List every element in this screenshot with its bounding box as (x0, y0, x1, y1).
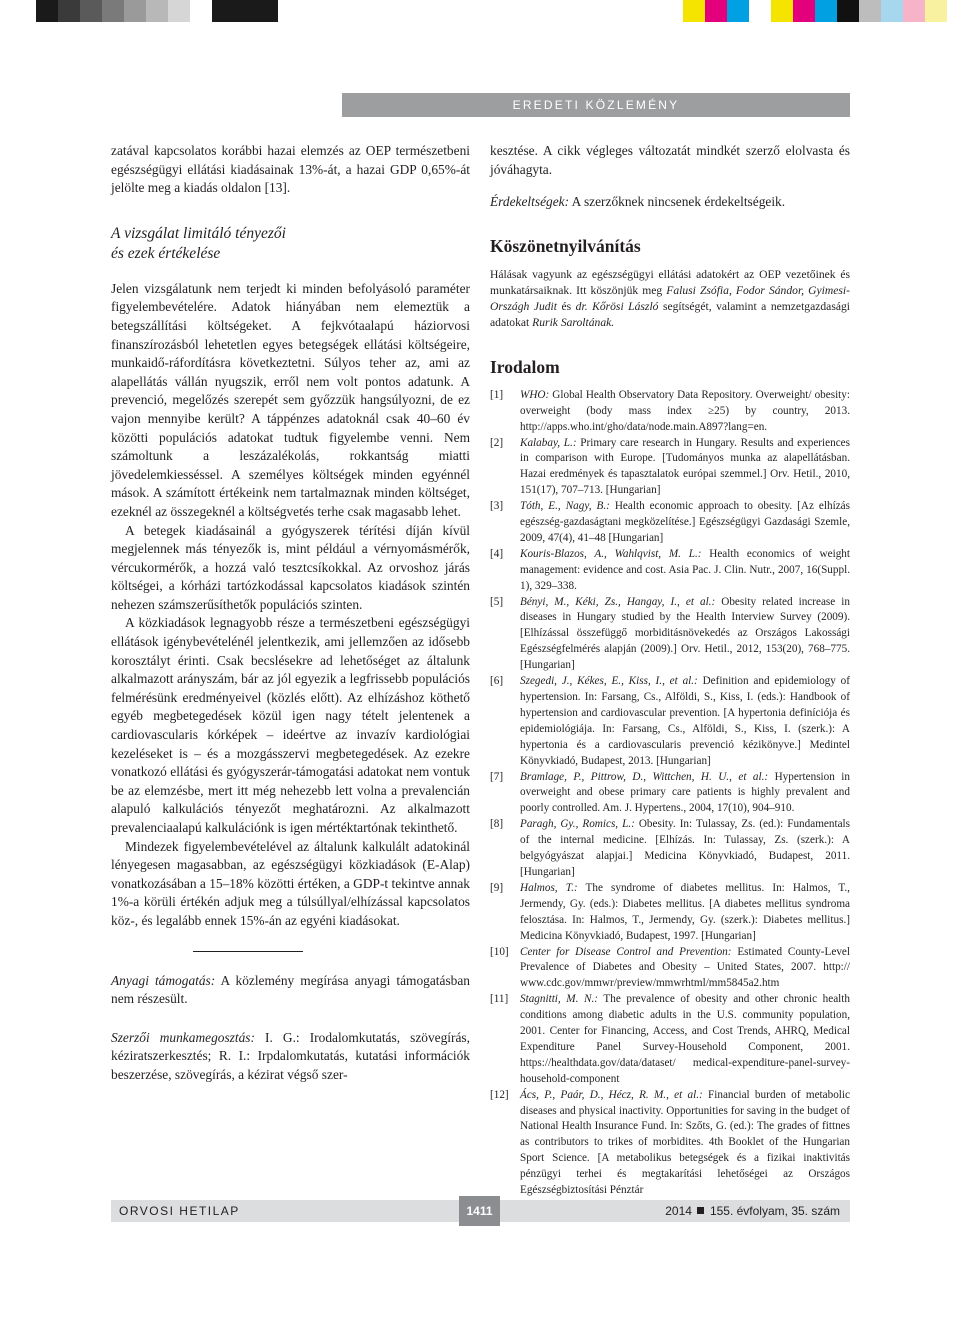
registration-swatch (837, 0, 859, 22)
registration-swatch (925, 0, 947, 22)
registration-swatch (124, 0, 146, 22)
reference-number: [11] (490, 993, 509, 1006)
reference-authors: WHO: (520, 388, 550, 401)
funding-text: A közlemény megírása anyagi támogatásban nem részesült. (111, 972, 470, 1007)
reference-list (490, 388, 850, 1199)
left-column (111, 142, 470, 1085)
paragraph-limitations: Jelen vizsgálatunk nem terjedt ki minden befolyásoló paraméter figyelembevételére. Adatok hiányában nem elemeztük a betegszállítási költségeket. A fejkvótaalapú háziorvosi finanszírozásból lehetetlen egyes betegségek ellátási költségeire, munkaidő-ráfordításra következtetni. Súlyos teher az, ami az alapellátás vállán nyugszik, erről nem volt pontos adatunk. A prevenció, megelőzés szerepét sem győzzük hangsúlyozni, de ez vajon mennyibe került? A táppénzes adatoknál csak 40–60 év közötti populációs adatokat tudtuk figyelembe venni. Nem számoltunk a leszázalékolás, rokkantság miatti jövedelemkiesséssel. A személyes költségek minden egyénnél mások. A számított értékeink nem tartalmaznak minden költséget, ezeknél az összegeknél a költségvetés terhe csak magasabb lehet. (111, 280, 470, 519)
reference-citation: The prevalence of obesity and other chronic health conditions among diabetic adults in the U.S. community population, 2001. Center for Financing, Access, and Cost Trends, AHRQ, Medical Expenditure Panel Survey-Household Component, 2001. https://healthdata.gov/data/dataset/ medical-expenditure-panel-survey-household-component (520, 993, 850, 1085)
reference-citation: Definition and epidemiology of hypertension. In: Farsang, Cs., Alföldi, S., Kiss, I. (eds.): Handbook of hypertension and cardiovascular prevention. [A hypertonia definíciója és epidemiológiája. In: Farsang, Cs., Alföldi, S., Kiss, I. (szerk.): A hypertonia és a cardiovascularis prevenció kézikönyve.] Medintel Könyvkiadó, Budapest, 2013. [Hungarian] (520, 675, 850, 767)
reference-authors: Bényi, M., Kéki, Zs., Hangay, I., et al.: (520, 595, 716, 608)
reference-text (520, 595, 850, 675)
interest-label: Érdekeltségek: (490, 194, 570, 210)
reference-item (490, 499, 850, 547)
registration-swatch (683, 0, 705, 22)
reference-authors: Stagnitti, M. N.: (520, 993, 598, 1006)
paragraph-public-spending: A közkiadások legnagyobb része a természetbeni egészségügyi ellátások igénybevételénél jelentkezik, ami jellemzően az idősebb korosztályt érinti. Csak becslésekre ad lehetőséget az általunk alkalmazott arányszám, bár az jól egyezik a legfrissebb populációs felmérésünk eredményeivel (közlés előtt). Az elhízáshoz köthető egyéb megbetegedések közül igen nagy tételt jelentenek a cardiovascularis kórképek – ideértve az invazív kardiológiai kezeléseket is – és a mozgásszervi megbetegedések. Az ezekre vonatkozó ellátási és gyógyszerár-támogatási adatokat nem vontuk be az elemzésbe, mert itt még nehezebb lett volna a prevalencián alapuló kalkulációs tényezőt meghatározni. Az alkalmazott prevalenciaalapú kalkulációnk is igen mértéktartónak tekinthető. (111, 615, 470, 835)
reference-citation: Estimated County-Level Prevalence of Diabetes and Obesity – United States, 2007. http:// www.cdc.gov/mmwr/preview/mmwrhtml/mm5845a2.htm (520, 945, 850, 990)
reference-authors: Halmos, T.: (520, 881, 578, 894)
reference-item (490, 881, 850, 945)
registration-swatch (234, 0, 256, 22)
interest-text: A szerzőknek nincsenek érdekeltségeik. (569, 194, 786, 210)
reference-text (520, 770, 850, 818)
reference-number: [3] (490, 500, 504, 513)
registration-swatch (749, 0, 771, 22)
reference-text (520, 1088, 850, 1199)
reference-text (520, 436, 850, 500)
reference-item (490, 674, 850, 769)
section-title-line-1: A vizsgálat limitáló tényezői (111, 224, 286, 242)
reference-authors: Paragh, Gy., Romics, L.: (520, 818, 635, 831)
contribution-text: I. G.: Irodalomkutatás, szövegírás, kéziratszerkesztés; R. I.: Irpdalomkutatás, kutatási információk beszerzése, szövegírás, a kézirat végső szer- (111, 1029, 470, 1082)
ack-text-1: Hálásak vagyunk az egészségügyi ellátási adatokért az OEP vezetőinek és munkatársaiknak. Itt köszönjük meg (490, 267, 850, 297)
ack-names-2: dr. Kőrösi László (575, 299, 659, 313)
reference-citation: Health economics of weight management: evidence and cost. Asia Pac. J. Clin. Nutr., 2007, 16(Suppl. 1), 329–338. (520, 547, 850, 592)
page-number: 1411 (459, 1196, 500, 1226)
reference-citation: The syndrome of diabetes mellitus. In: Halmos, T., Jermendy, Gy. (eds.): Diabetes mellitus. [A diabetes mellitus syndroma felosztása. In: Halmos, T., Jermendy, Gy. (szerk.): Diabetes mellitus.] Medicina Könyvkiadó, Budapest, 1997. [Hungarian] (520, 881, 850, 942)
color-registration-bar-left (36, 0, 278, 22)
reference-item (490, 770, 850, 818)
section-header: EREDETI KÖZLEMÉNY (342, 93, 850, 117)
reference-citation: Obesity. In: Tulassay, Zs. (ed.): Fundamentals of the internal medicine. [Elhízás. In: Tulassay, Zs. (szerk.): A belgyógyászat alapjai.] Medicina Könyvkiadó, Budapest, 2011. [Hungarian] (520, 818, 850, 878)
paragraph-patient-costs: A betegek kiadásainál a gyógyszerek térítési díján kívül megjelennek más tényezők is, mint például a vérnyomásmérők, vércukormérők, a hozzá való tesztcsíkokkal. Az orvoshoz járás költségei, a kórházi tartózkodással kapcsolatos kiadások szintén nehezen számszerűsíthetők populációs szinten. (111, 522, 470, 612)
reference-item (490, 1088, 850, 1199)
paragraph-conclusion: Mindezek figyelembevételével az általunk kalkulált adatokinál lényegesen magasabban, az egészségügyi közkiadások (E-Alap) vonatkozásában a 15–18% közötti értéken, a GDP-t tekintve annak 1%-a körüli értékén adjuk meg a túlsúllyal/elhízással kapcsolatos köz-, és legalább ennek 15%-án az egyéni kiadásokat. (111, 838, 470, 928)
reference-number: [6] (490, 675, 504, 688)
footer-journal: ORVOSI HETILAP (111, 1200, 459, 1222)
section-title-line-2: és ezek értékelése (111, 244, 221, 262)
registration-swatch (190, 0, 212, 22)
funding-note (111, 972, 470, 1009)
reference-number: [9] (490, 881, 504, 894)
reference-number: [12] (490, 1088, 509, 1101)
reference-text (520, 388, 850, 436)
contribution-note (111, 1029, 470, 1085)
registration-swatch (256, 0, 278, 22)
registration-swatch (36, 0, 58, 22)
reference-authors: Kalabay, L.: (520, 436, 577, 449)
registration-swatch (859, 0, 881, 22)
acknowledgements-title: Köszönetnyilvánítás (490, 235, 641, 256)
reference-number: [5] (490, 595, 504, 608)
paragraph-continuation: kesztése. A cikk végleges változatát mindkét szerző elolvasta és jóváhagyta. (490, 143, 850, 177)
contribution-label: Szerzői munkamegosztás: (111, 1029, 255, 1045)
ack-text-3: segítségét, valamint a nemzetgazdasági adatokat (490, 299, 850, 329)
color-registration-bar-right (683, 0, 947, 22)
registration-swatch (727, 0, 749, 22)
reference-authors: Bramlage, P., Pittrow, D., Wittchen, H. U., et al.: (520, 770, 769, 783)
reference-authors: Tóth, E., Nagy, B.: (520, 500, 610, 513)
reference-authors: Ács, P., Paár, D., Hécz, R. M., et al.: (520, 1088, 703, 1101)
reference-citation: Hypertension in overweight and obese primary care patients is highly prevalent and poorly controlled. Am. J. Hypertens., 2004, 17(10), 904–910. (520, 770, 850, 815)
registration-swatch (793, 0, 815, 22)
reference-text (520, 674, 850, 769)
reference-citation: Health economic approach to obesity. [Az elhízás egészség-gazdaságtani megközelítése.] Egészségügyi Gazdasági Szemle, 2009, 47(4), 41–48 [Hungarian] (520, 500, 850, 544)
footer-volume: 155. évfolyam, 35. szám (709, 1204, 840, 1218)
reference-citation: Primary care research in Hungary. Results and experiences in comparison with Europe. [Tudományos munka az alapellátásban. Hazai eredmények és tapasztalatok európai szemmel.] Orv. Hetil., 2010, 151(17), 707–713. [Hungarian] (520, 436, 850, 497)
footer-issue (500, 1200, 850, 1222)
reference-text (520, 881, 850, 945)
ack-names-1: Falusi Zsófia, Fodor Sándor, Gyimesi-Országh Judit (490, 283, 850, 313)
registration-swatch (212, 0, 234, 22)
registration-swatch (80, 0, 102, 22)
ack-names-3: Rurik Saroltának. (532, 315, 615, 329)
references-title: Irodalom (490, 356, 560, 377)
reference-number: [7] (490, 770, 504, 783)
reference-authors: Kouris-Blazos, A., Wahlqvist, M. L.: (520, 547, 702, 560)
reference-number: [1] (490, 388, 504, 401)
reference-citation: Financial burden of metabolic diseases and physical inactivity. Opportunities for saving in the budget of National Health Insurance Fund. In: Szőts, G. (ed.): The grades of fittnes as contributors to trikes of morbidites. 4th Booklet of the Hungarian Sport Science. [A metabolikus betegségek és a fizikai inaktivitás pénzügyi terhei és megtakarítási lehetőségei az Országos Egészségbiztosítási Pénztár (520, 1088, 850, 1197)
funding-label: Anyagi támogatás: (111, 972, 216, 988)
reference-citation: Obesity related increase in diseases in Hungary studied by the Health Interview Survey (2009). [Elhízással összefüggő morbiditásnövekedés az Országos Lakossági Egészségfelmérés alapján (2009).] Orv. Hetil., 2012, 153(20), 768–775. [Hungarian] (520, 595, 850, 672)
registration-swatch (102, 0, 124, 22)
registration-swatch (881, 0, 903, 22)
acknowledgements-text (490, 267, 850, 331)
registration-swatch (168, 0, 190, 22)
reference-number: [10] (490, 945, 509, 958)
right-column (490, 142, 850, 1199)
reference-text (520, 499, 850, 547)
reference-item (490, 388, 850, 436)
footer-year: 2014 (665, 1204, 692, 1218)
reference-item (490, 595, 850, 675)
paragraph-intro: zatával kapcsolatos korábbi hazai elemzés az OEP természetbeni egészségügyi ellátási kiadásainak 13%-át, a hazai GDP 0,65%-át jelölte meg a kiadás oldalon [13]. (111, 143, 470, 196)
reference-text (520, 945, 850, 993)
reference-authors: Szegedi, J., Kékes, E., Kiss, I., et al.: (520, 675, 698, 688)
reference-item (490, 436, 850, 500)
divider-rule (193, 951, 303, 952)
reference-item (490, 547, 850, 595)
reference-number: [8] (490, 818, 504, 831)
reference-item (490, 817, 850, 881)
reference-text (520, 992, 850, 1087)
ack-text-2: és (557, 299, 576, 313)
registration-swatch (815, 0, 837, 22)
interest-note (490, 193, 850, 212)
section-title-limitations (111, 224, 470, 264)
reference-number: [4] (490, 547, 504, 560)
registration-swatch (146, 0, 168, 22)
reference-item (490, 992, 850, 1087)
reference-citation: Global Health Observatory Data Repository. Overweight/ obesity: overweight (body mass index ≥25) by country, 2013. http://apps.who.int/gho/data/node.main.A897?lang=en. (520, 388, 850, 433)
reference-text (520, 817, 850, 881)
registration-swatch (58, 0, 80, 22)
registration-swatch (705, 0, 727, 22)
reference-number: [2] (490, 436, 504, 449)
reference-text (520, 547, 850, 595)
reference-item (490, 945, 850, 993)
separator-square-icon (697, 1207, 704, 1214)
registration-swatch (771, 0, 793, 22)
registration-swatch (903, 0, 925, 22)
reference-authors: Center for Disease Control and Prevention: (520, 945, 732, 958)
